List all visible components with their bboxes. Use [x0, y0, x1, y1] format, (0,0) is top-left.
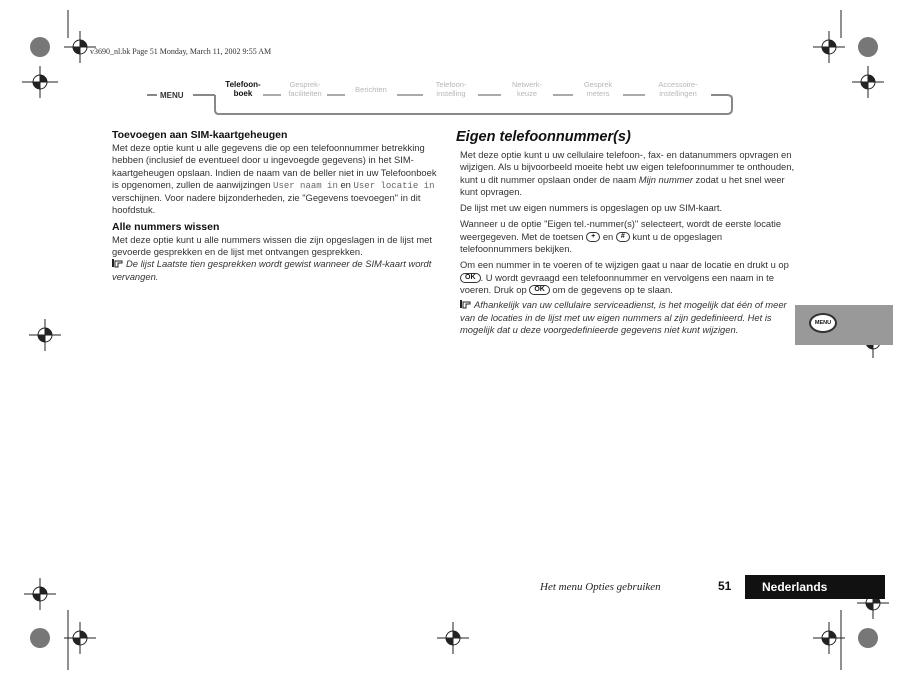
nav-item-berichten: Berichten	[355, 85, 387, 94]
eigen-paragraph-2: De lijst met uw eigen nummers is opgeslagen op uw SIM-kaart.	[460, 202, 723, 214]
note-left: De lijst Laatste tien gesprekken wordt gewist wanneer de SIM-kaart wordt vervangen.	[112, 258, 432, 282]
prompt-user-locatie: User locatie in	[353, 180, 435, 191]
nav-item-gesprekfaciliteiten: Gesprek- faciliteiten	[288, 80, 322, 98]
nav-item-telefooninstelling: Telefoon- instelling	[435, 80, 467, 98]
note-right: Afhankelijk van uw cellulaire serviceadienst, is het mogelijk dat één of meer van de locaties in de lijst met uw eigen nummers al zijn gedefinieerd. Het is mogelijk dat u deze voorgedefinieerde gegevens niet kunt wijzigen.	[460, 299, 787, 335]
nav-item-accessoire-instellingen: Accessoire- instellingen	[658, 80, 698, 98]
prompt-user-naam: User naam in	[273, 180, 338, 191]
eigen-paragraph-4: Om een nummer in te voeren of te wijzigen gaat u naar de locatie en drukt u op OK . U wordt gevraagd een telefoonnummer en vervolgens een naam in te voeren. Druk op OK om de gegevens op te slaan.	[460, 259, 789, 295]
section-heading-sim: Toevoegen aan SIM-kaartgeheugen	[112, 129, 288, 141]
language-label: Nederlands	[762, 580, 828, 594]
plus-key-icon: +	[586, 232, 600, 242]
ok-key-icon: OK	[460, 273, 481, 283]
page-number: 51	[718, 579, 732, 593]
eigen-paragraph-3: Wanneer u de optie "Eigen tel.-nummer(s)" selecteert, wordt de eerste locatie weergegeven. Met de toetsen + en # kunt u de opgeslagen telefoonnummers bekijken.	[460, 218, 782, 255]
ok-key-icon-2: OK	[529, 285, 550, 295]
nav-item-telefoonboek: Telefoon- boek	[225, 80, 261, 98]
eigen-paragraph-1: Met deze optie kunt u uw cellulaire telefoon-, fax- en datanummers opvragen en wijzigen. Als u bijvoorbeeld moeite hebt uw eigen telefoonnummer te onthouden, kunt u dit nummer opslaan onder de naam Mijn nummer zodat u het snel weer kunt opvragen.	[460, 149, 795, 197]
wissen-paragraph: Met deze optie kunt u alle nummers wissen die zijn opgeslagen in de lijst met gevoerde gesprekken en de lijst met ontvangen gesprekken.	[112, 233, 432, 258]
nav-menu-label: MENU	[160, 91, 184, 100]
left-column	[112, 129, 442, 283]
menu-button-icon: MENU	[809, 313, 837, 333]
right-column	[456, 129, 796, 336]
file-header: v3690_nl.bk Page 51 Monday, March 11, 2002 9:55 AM	[90, 47, 272, 56]
nav-item-gesprekmeters: Gesprek meters	[583, 80, 613, 98]
hash-key-icon: #	[616, 232, 630, 242]
sim-paragraph: Met deze optie kunt u alle gegevens die op een telefoonnummer betrekking hebben (inclusief de eventueel door u ingevoegde gegevens) in het SIM-kaartgeheugen opslaan. Indien de naam van de beller niet in uw Telefoonboek is opgenomen, zullen de aanwijzingen User naam in en User locatie in verschijnen. Voor nadere bijzonderheden, zie "Gegevens toevoegen" in dit hoofdstuk.	[112, 142, 437, 216]
note-hand-icon	[112, 258, 124, 268]
section-heading-wissen: Alle nummers wissen	[112, 220, 220, 233]
menu-navigation	[145, 80, 735, 116]
section-title-eigen-nummer: Eigen telefoonnummer(s)	[456, 129, 631, 145]
running-title: Het menu Opties gebruiken	[540, 581, 661, 593]
nav-item-netwerkkeuze: Netwerk- keuze	[511, 80, 542, 98]
note-hand-icon	[460, 299, 472, 309]
